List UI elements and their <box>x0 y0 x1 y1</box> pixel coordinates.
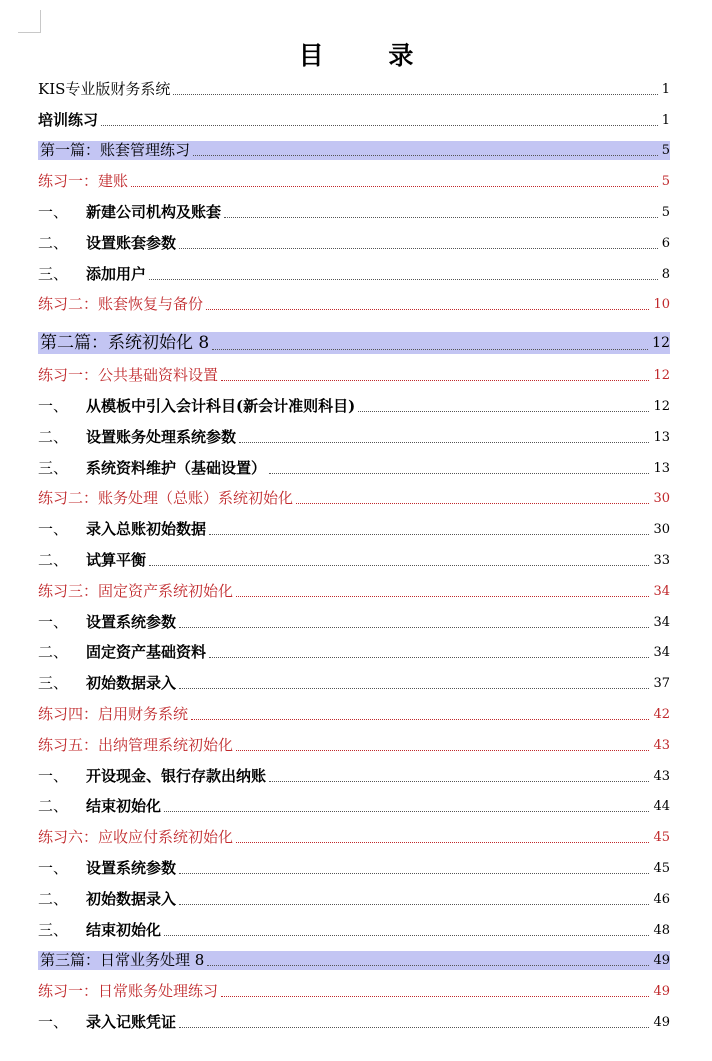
toc-entry-label: 培训练习 <box>38 110 99 129</box>
toc-entry[interactable] <box>38 944 670 975</box>
toc-entry[interactable] <box>38 543 670 574</box>
toc-entry[interactable] <box>38 482 670 513</box>
dot-leader <box>179 873 649 874</box>
dot-leader <box>191 719 649 720</box>
toc-entry-page-number: 13 <box>653 460 670 476</box>
toc-entry-page-number: 45 <box>653 830 670 846</box>
dot-leader <box>149 565 649 566</box>
toc-entry-number: 二、 <box>38 889 69 908</box>
dot-leader <box>193 155 658 156</box>
toc-entry-page-number: 5 <box>661 204 670 220</box>
toc-entry-number: 一、 <box>38 202 69 221</box>
toc-entry[interactable] <box>38 759 670 790</box>
toc-entry[interactable] <box>38 134 670 165</box>
toc-entry-label: 初始数据录入 <box>86 674 177 693</box>
toc-entry-label: 设置账务处理系统参数 <box>86 427 237 446</box>
toc-entry-label: 练习三：固定资产系统初始化 <box>38 581 234 600</box>
toc-entry-page-number: 34 <box>653 645 670 661</box>
toc-entry-page-number: 5 <box>661 174 670 190</box>
dot-leader <box>164 935 649 936</box>
toc-entry-label: 设置系统参数 <box>86 612 177 631</box>
toc-entry[interactable] <box>38 913 670 944</box>
toc-entry-label: 第三篇：日常业务处理 8 <box>40 951 205 970</box>
dot-leader <box>131 186 658 187</box>
toc-entry-page-number: 5 <box>661 143 670 159</box>
toc-entry-page-number: 12 <box>653 398 670 414</box>
toc-entry-number: 一、 <box>38 612 69 631</box>
toc-entry-label: 设置系统参数 <box>86 858 177 877</box>
toc-entry-page-number: 45 <box>653 860 670 876</box>
dot-leader <box>149 279 658 280</box>
toc-entry[interactable] <box>38 851 670 882</box>
toc-entry-page-number: 10 <box>653 297 670 313</box>
toc-entry[interactable] <box>38 226 670 257</box>
dot-leader <box>358 411 649 412</box>
toc-entry-page-number: 43 <box>653 737 670 753</box>
toc-entry-label: 录入总账初始数据 <box>86 520 207 539</box>
toc-entry[interactable] <box>38 512 670 543</box>
toc-entry-number: 一、 <box>38 396 69 415</box>
dot-leader <box>212 349 648 350</box>
dot-leader <box>209 657 649 658</box>
toc-entry-number: 三、 <box>38 264 69 283</box>
toc-entry[interactable] <box>38 389 670 420</box>
toc-entry-number: 一、 <box>38 858 69 877</box>
dot-leader <box>236 842 649 843</box>
toc-entry-number: 一、 <box>38 1012 69 1031</box>
toc-entry[interactable] <box>38 697 670 728</box>
toc-entry[interactable] <box>38 636 670 667</box>
toc-entry-number: 一、 <box>38 766 69 785</box>
toc-entry-label: 试算平衡 <box>86 550 147 569</box>
toc-entry-page-number: 49 <box>653 953 670 969</box>
toc-entry-page-number: 6 <box>661 235 670 251</box>
dot-leader <box>207 965 649 966</box>
toc-entry-label: 练习一：日常账务处理练习 <box>38 982 219 1001</box>
toc-entry-number: 二、 <box>38 550 69 569</box>
toc-entry-page-number: 34 <box>653 583 670 599</box>
toc-entry[interactable] <box>38 820 670 851</box>
dot-leader <box>269 473 649 474</box>
toc-entry-label: 结束初始化 <box>86 920 162 939</box>
dot-leader <box>269 781 649 782</box>
dot-leader <box>224 217 658 218</box>
dot-leader <box>179 248 658 249</box>
toc-entry-label: 添加用户 <box>86 264 147 283</box>
dot-leader <box>206 309 649 310</box>
toc-entry[interactable] <box>38 72 670 103</box>
dot-leader <box>236 596 649 597</box>
toc-entry[interactable] <box>38 605 670 636</box>
toc-entry-label: 练习二：账套恢复与备份 <box>38 295 204 314</box>
toc-entry-page-number: 44 <box>653 799 670 815</box>
toc-entry-label: 练习六：应收应付系统初始化 <box>38 828 234 847</box>
toc-entry[interactable] <box>38 666 670 697</box>
toc-entry-number: 三、 <box>38 674 69 693</box>
toc-entry-label: 练习二：账务处理（总账）系统初始化 <box>38 489 294 508</box>
toc-entry[interactable] <box>38 420 670 451</box>
toc-entry[interactable] <box>38 318 670 358</box>
toc-entry[interactable] <box>38 882 670 913</box>
dot-leader <box>221 996 649 997</box>
toc-entry-number: 二、 <box>38 233 69 252</box>
toc-entry-label: 练习四：启用财务系统 <box>38 704 189 723</box>
toc-entry-page-number: 34 <box>653 614 670 630</box>
toc-entry[interactable] <box>38 358 670 389</box>
toc-entry-page-number: 49 <box>653 984 670 1000</box>
dot-leader <box>236 750 649 751</box>
toc-entry-label: 结束初始化 <box>86 797 162 816</box>
toc-entry-label: 练习一：公共基础资料设置 <box>38 366 219 385</box>
toc-entry-page-number: 12 <box>653 368 670 384</box>
toc-entry[interactable] <box>38 257 670 288</box>
toc-entry-page-number: 1 <box>661 81 670 97</box>
dot-leader <box>179 688 649 689</box>
toc-entry-page-number: 43 <box>653 768 670 784</box>
dot-leader <box>173 94 657 95</box>
toc-entry-number: 二、 <box>38 427 69 446</box>
toc-entry-page-number: 49 <box>653 1014 670 1030</box>
toc-entry-page-number: 48 <box>653 922 670 938</box>
toc-entry-page-number: 8 <box>661 266 670 282</box>
table-of-contents <box>38 72 670 1036</box>
toc-entry[interactable] <box>38 288 670 319</box>
toc-entry-page-number: 33 <box>653 552 670 568</box>
toc-entry-number: 二、 <box>38 797 69 816</box>
toc-entry-label: 新建公司机构及账套 <box>86 202 222 221</box>
toc-entry[interactable] <box>38 574 670 605</box>
toc-entry-label: 第二篇：系统初始化 8 <box>40 333 210 354</box>
toc-entry-page-number: 30 <box>653 522 670 538</box>
toc-entry-page-number: 37 <box>653 676 670 692</box>
toc-entry[interactable] <box>38 728 670 759</box>
toc-entry-page-number: 13 <box>653 429 670 445</box>
toc-entry-page-number: 46 <box>653 891 670 907</box>
dot-leader <box>209 534 649 535</box>
dot-leader <box>164 811 649 812</box>
toc-entry[interactable] <box>38 164 670 195</box>
toc-entry-page-number: 12 <box>652 335 670 352</box>
toc-entry-label: 练习一：建账 <box>38 172 129 191</box>
toc-entry-number: 三、 <box>38 920 69 939</box>
toc-entry-label: 固定资产基础资料 <box>86 643 207 662</box>
toc-entry-page-number: 30 <box>653 491 670 507</box>
dot-leader <box>179 904 649 905</box>
dot-leader <box>179 627 649 628</box>
toc-entry[interactable] <box>38 974 670 1005</box>
dot-leader <box>221 380 649 381</box>
toc-entry[interactable] <box>38 451 670 482</box>
toc-entry-label: 设置账套参数 <box>86 233 177 252</box>
toc-entry-label: KIS专业版财务系统 <box>38 79 171 98</box>
toc-entry-label: 练习五：出纳管理系统初始化 <box>38 735 234 754</box>
dot-leader <box>239 442 649 443</box>
toc-entry[interactable] <box>38 195 670 226</box>
toc-entry-page-number: 1 <box>661 112 670 128</box>
toc-entry-number: 一、 <box>38 520 69 539</box>
toc-entry-label: 第一篇：账套管理练习 <box>40 141 191 160</box>
page-corner-mark <box>18 10 41 33</box>
toc-entry-number: 三、 <box>38 458 69 477</box>
toc-entry-label: 系统资料维护（基础设置） <box>86 458 267 477</box>
dot-leader <box>179 1027 649 1028</box>
dot-leader <box>296 503 649 504</box>
page-title: 目 录 <box>298 41 442 70</box>
toc-entry[interactable] <box>38 1005 670 1036</box>
toc-entry-label: 初始数据录入 <box>86 889 177 908</box>
toc-entry[interactable] <box>38 790 670 821</box>
toc-entry[interactable] <box>38 103 670 134</box>
toc-entry-label: 录入记账凭证 <box>86 1012 177 1031</box>
toc-entry-label: 开设现金、银行存款出纳账 <box>86 766 267 785</box>
toc-entry-page-number: 42 <box>653 706 670 722</box>
dot-leader <box>101 125 658 126</box>
toc-entry-number: 二、 <box>38 643 69 662</box>
toc-entry-label: 从模板中引入会计科目(新会计准则科目) <box>86 396 356 415</box>
